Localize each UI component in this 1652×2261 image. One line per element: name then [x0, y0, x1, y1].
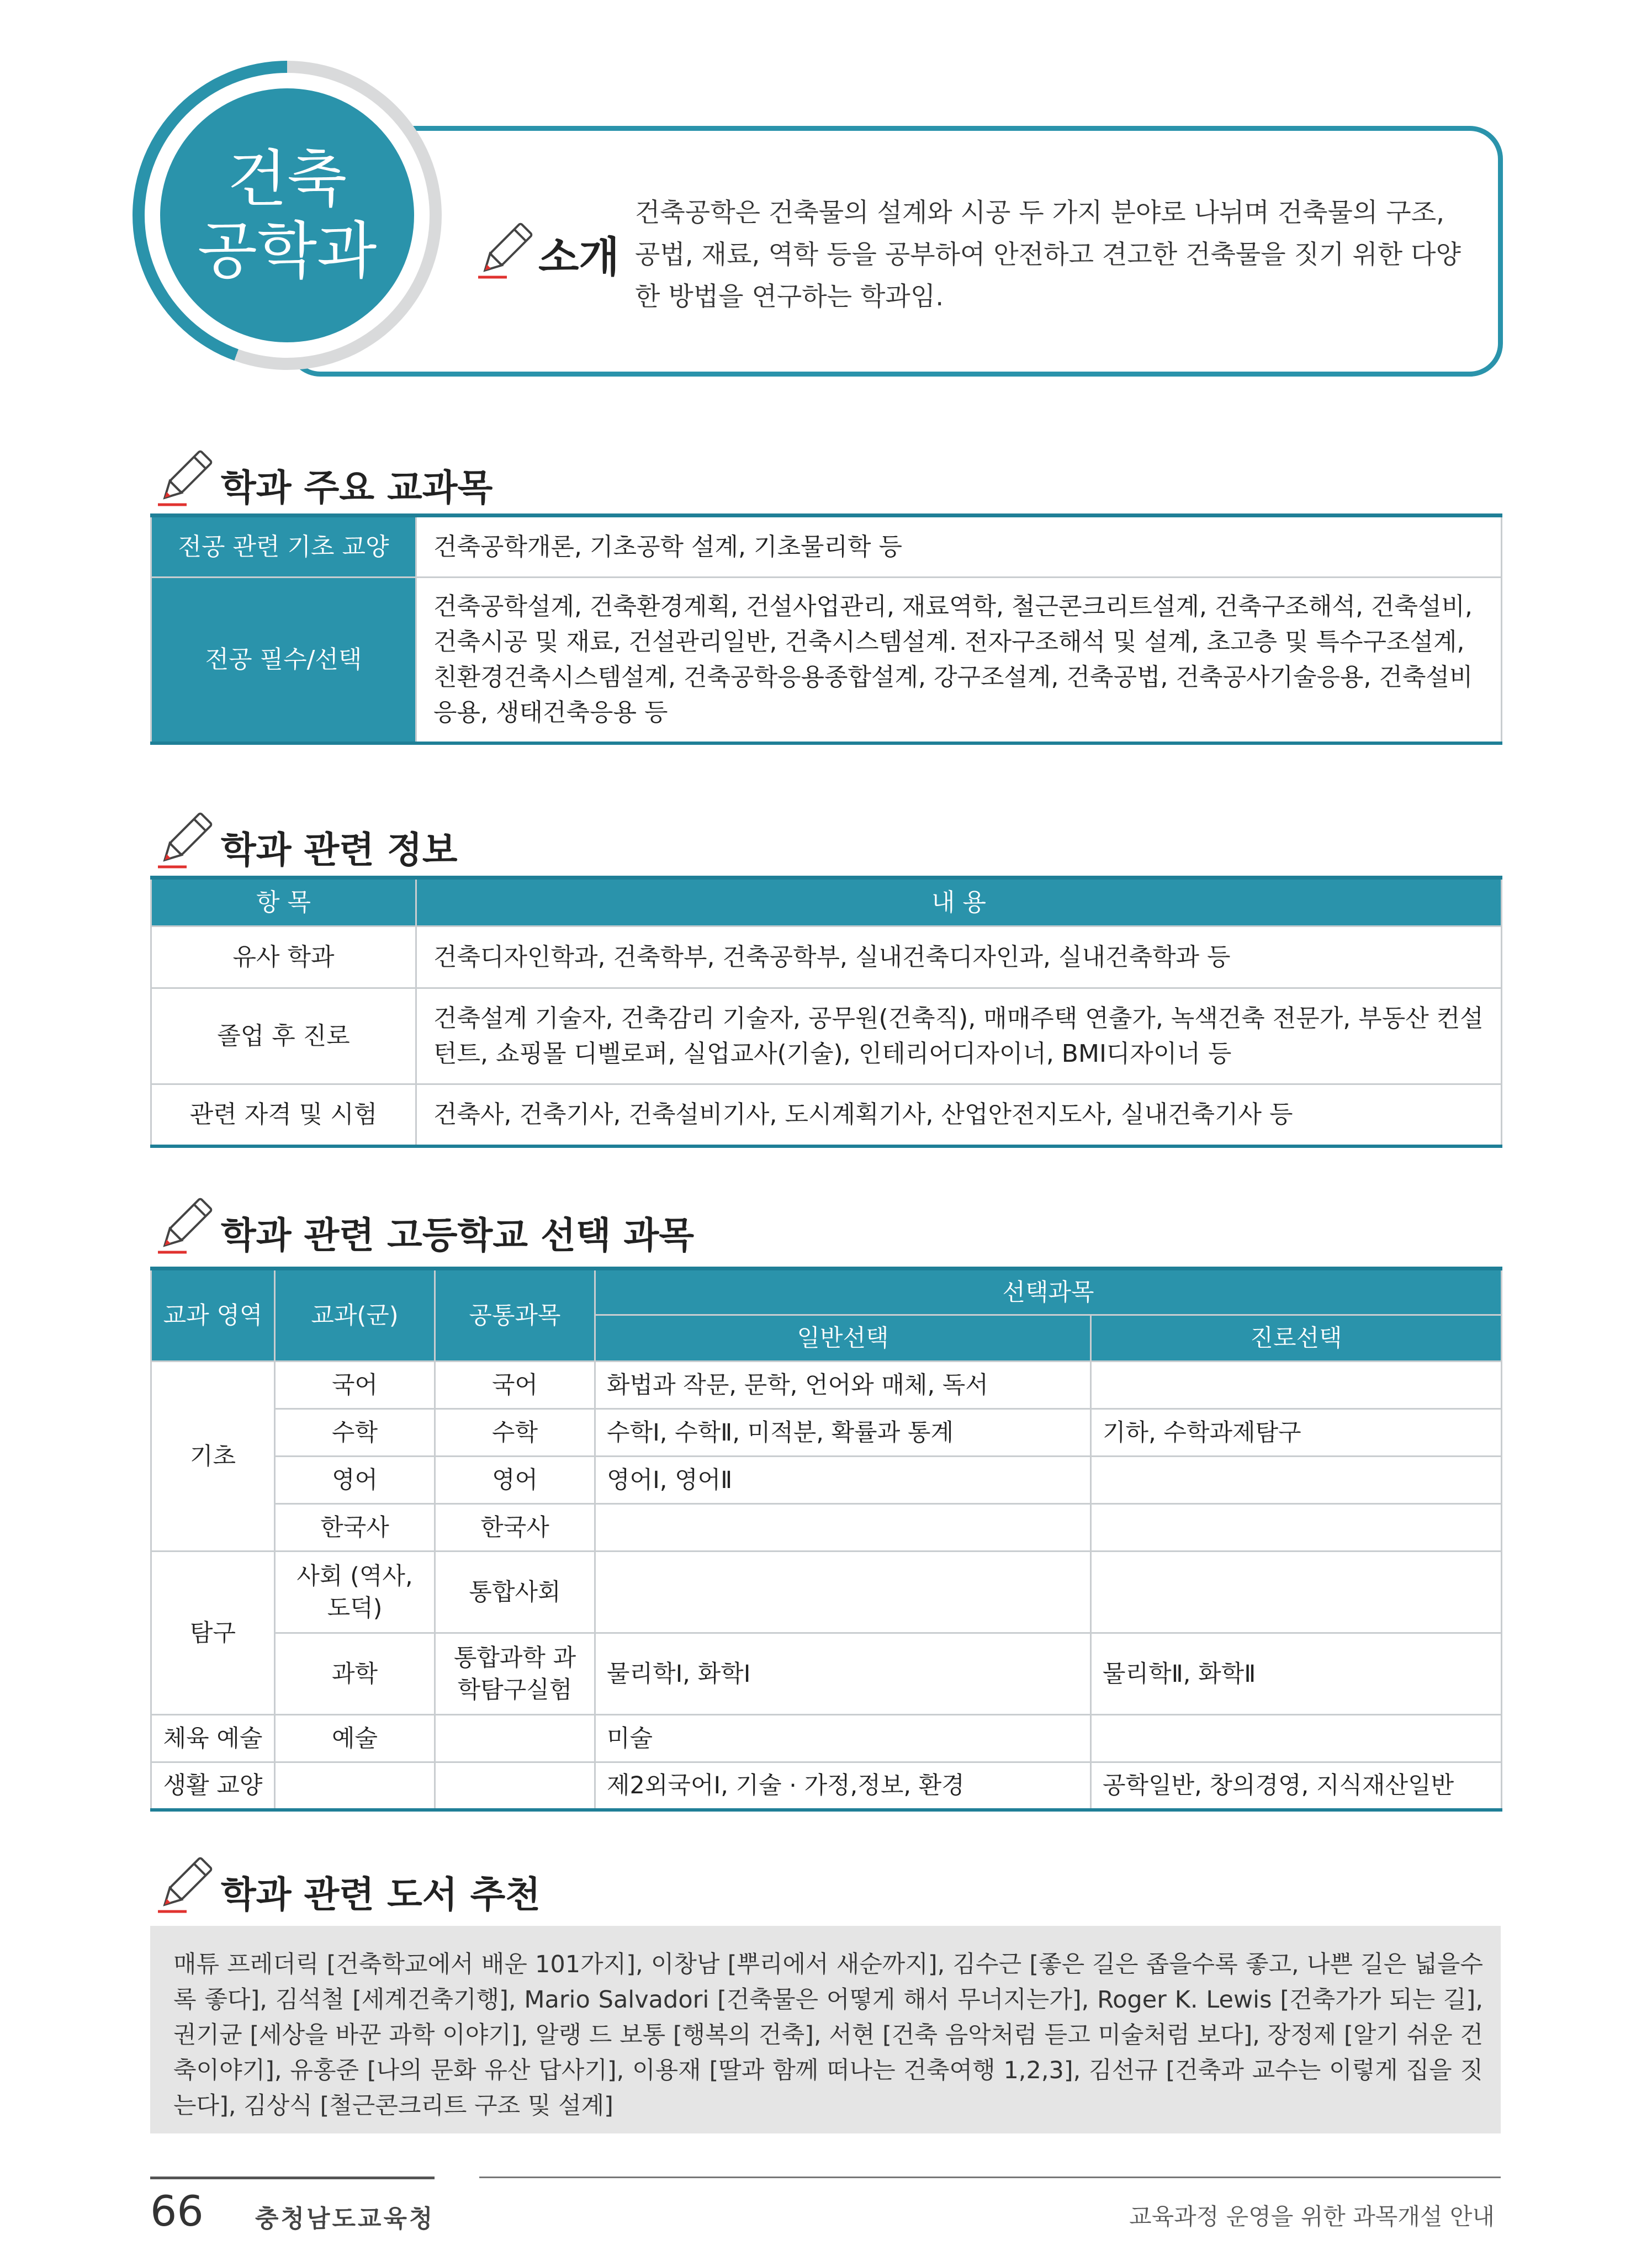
header-content: 내 용 — [416, 878, 1502, 926]
header-area: 교과 영역 — [151, 1269, 275, 1362]
common-cell — [435, 1715, 595, 1762]
group-cell — [275, 1762, 435, 1810]
intro-text: 건축공학은 건축물의 설계와 시공 두 가지 분야로 나뉘며 건축물의 구조, 공법, 재료, 역학 등을 공부하여 안전하고 견고한 건축물을 짓기 위한 다양한 방법을 연구하는 학과임. — [635, 198, 1461, 312]
section-dept-info — [153, 811, 1258, 877]
header-item: 항 목 — [151, 878, 416, 926]
row-label: 전공 필수/선택 — [151, 578, 416, 743]
header-elective: 선택과목 — [595, 1269, 1502, 1315]
area-cell: 생활 교양 — [151, 1762, 275, 1810]
dept-title-badge — [160, 88, 414, 342]
general-cell — [595, 1504, 1091, 1552]
career-cell: 기하, 수학과제탐구 — [1091, 1409, 1502, 1457]
common-cell: 통합사회 — [435, 1552, 595, 1633]
dept-title-line1: 건축 — [227, 144, 347, 215]
table-row — [151, 1457, 1502, 1504]
footer-doc-title: 교육과정 운영을 위한 과목개설 안내 — [1129, 2203, 1495, 2230]
pencil-icon — [153, 1196, 214, 1257]
header-group: 교과(군) — [275, 1269, 435, 1362]
general-cell: 화법과 작문, 문학, 언어와 매체, 독서 — [595, 1362, 1091, 1409]
group-cell: 예술 — [275, 1715, 435, 1762]
career-cell — [1091, 1457, 1502, 1504]
general-cell: 제2외국어Ⅰ, 기술 · 가정,정보, 환경 — [595, 1762, 1091, 1810]
section-title: 학과 주요 교과목 — [221, 467, 493, 509]
group-cell: 국어 — [275, 1362, 435, 1409]
row-label: 관련 자격 및 시험 — [151, 1084, 416, 1146]
section-hs-subjects — [153, 1196, 1258, 1262]
footer-divider-left — [150, 2177, 435, 2179]
table-row — [151, 1552, 1502, 1633]
table-row — [151, 1633, 1502, 1715]
common-cell: 영어 — [435, 1457, 595, 1504]
dept-title-line2: 공학과 — [197, 215, 377, 287]
group-cell: 수학 — [275, 1409, 435, 1457]
area-cell: 기초 — [151, 1362, 275, 1552]
career-cell: 물리학Ⅱ, 화학Ⅱ — [1091, 1633, 1502, 1715]
common-cell: 수학 — [435, 1409, 595, 1457]
table-row — [151, 1362, 1502, 1409]
table-row — [151, 1762, 1502, 1810]
table-row — [151, 516, 1502, 578]
row-value: 건축공학설계, 건축환경계획, 건설사업관리, 재료역학, 철근콘크리트설계, 건축구조해석, 건축설비, 건축시공 및 재료, 건설관리일반, 건축시스템설계. 전자구조해석 및 설계, 초고층 및 특수구조설계, 친환경건축시스템설계, 건축공학응용종합설계, 강구조설계, 건축공법, 건축공사기술응용, 건축설비응용, 생태건축응용 등 — [416, 578, 1502, 743]
section-title: 학과 관련 고등학교 선택 과목 — [221, 1214, 694, 1257]
hs-subjects-table — [150, 1267, 1502, 1812]
row-label: 졸업 후 진로 — [151, 988, 416, 1084]
table-header-row — [151, 1269, 1502, 1315]
page-number: 66 — [150, 2186, 204, 2236]
table-row — [151, 1715, 1502, 1762]
general-cell: 미술 — [595, 1715, 1091, 1762]
row-value: 건축공학개론, 기초공학 설계, 기초물리학 등 — [416, 516, 1502, 578]
general-cell: 물리학Ⅰ, 화학Ⅰ — [595, 1633, 1091, 1715]
row-label: 유사 학과 — [151, 926, 416, 988]
footer-divider-right — [479, 2177, 1501, 2178]
career-cell — [1091, 1504, 1502, 1552]
common-cell — [435, 1762, 595, 1810]
area-cell: 체육 예술 — [151, 1715, 275, 1762]
career-cell — [1091, 1715, 1502, 1762]
general-cell: 영어Ⅰ, 영어Ⅱ — [595, 1457, 1091, 1504]
group-cell: 영어 — [275, 1457, 435, 1504]
table-row — [151, 1084, 1502, 1146]
header-career: 진로선택 — [1091, 1315, 1502, 1362]
major-subjects-table — [150, 513, 1502, 745]
pencil-icon — [153, 1855, 214, 1916]
table-row — [151, 1409, 1502, 1457]
general-cell: 수학Ⅰ, 수학Ⅱ, 미적분, 확률과 통계 — [595, 1409, 1091, 1457]
group-cell: 한국사 — [275, 1504, 435, 1552]
section-title: 학과 관련 정보 — [221, 829, 458, 871]
career-cell — [1091, 1552, 1502, 1633]
pencil-icon — [153, 811, 214, 871]
section-major-subjects — [153, 448, 1258, 515]
group-cell: 사회 (역사,도덕) — [275, 1552, 435, 1633]
career-cell: 공학일반, 창의경영, 지식재산일반 — [1091, 1762, 1502, 1810]
common-cell: 통합과학 과학탐구실험 — [435, 1633, 595, 1715]
area-cell: 탐구 — [151, 1552, 275, 1715]
row-value: 건축설계 기술자, 건축감리 기술자, 공무원(건축직), 매매주택 연출가, 녹색건축 전문가, 부동산 컨설턴트, 쇼핑몰 디벨로퍼, 실업교사(기술), 인테리어디자이너, BMI디자이너 등 — [416, 988, 1502, 1084]
section-title: 학과 관련 도서 추천 — [221, 1873, 541, 1916]
pencil-icon — [474, 221, 534, 282]
common-cell: 국어 — [435, 1362, 595, 1409]
table-row — [151, 578, 1502, 743]
group-cell: 과학 — [275, 1633, 435, 1715]
table-row — [151, 926, 1502, 988]
row-value: 건축사, 건축기사, 건축설비기사, 도시계획기사, 산업안전지도사, 실내건축기사 등 — [416, 1084, 1502, 1146]
header-common: 공통과목 — [435, 1269, 595, 1362]
table-header-row — [151, 878, 1502, 926]
career-cell — [1091, 1362, 1502, 1409]
book-recommendations: 매튜 프레더릭 [건축학교에서 배운 101가지], 이창남 [뿌리에서 새순까지], 김수근 [좋은 길은 좁을수록 좋고, 나쁜 길은 넓을수록 좋다], 김석철 [세계건축기행], Mario Salvadori [건축물은 어떻게 해서 무너지는가], Roger K. Lewis [건축가가 되는 길], 권기균 [세상을 바꾼 과학 이야기], 알랭 드 보통 [행복의 건축], 서현 [건축 음악처럼 듣고 미술처럼 보다], 장정제 [알기 쉬운 건축이야기], 유홍준 [나의 문화 유산 답사기], 이용재 [딸과 함께 떠나는 건축여행 1,2,3], 김선규 [건축과 교수는 이렇게 집을 짓는다], 김상식 [철근콘크리트 구조 및 설계] — [150, 1926, 1501, 2133]
header-general: 일반선택 — [595, 1315, 1091, 1362]
row-value: 건축디자인학과, 건축학부, 건축공학부, 실내건축디자인과, 실내건축학과 등 — [416, 926, 1502, 988]
dept-info-table — [150, 876, 1502, 1148]
general-cell — [595, 1552, 1091, 1633]
section-books — [153, 1855, 1258, 1921]
footer-org: 충청남도교육청 — [255, 2205, 435, 2233]
row-label: 전공 관련 기초 교양 — [151, 516, 416, 578]
pencil-icon — [153, 448, 214, 509]
common-cell: 한국사 — [435, 1504, 595, 1552]
table-row — [151, 988, 1502, 1084]
intro-label: 소개 — [538, 232, 620, 282]
table-row — [151, 1504, 1502, 1552]
